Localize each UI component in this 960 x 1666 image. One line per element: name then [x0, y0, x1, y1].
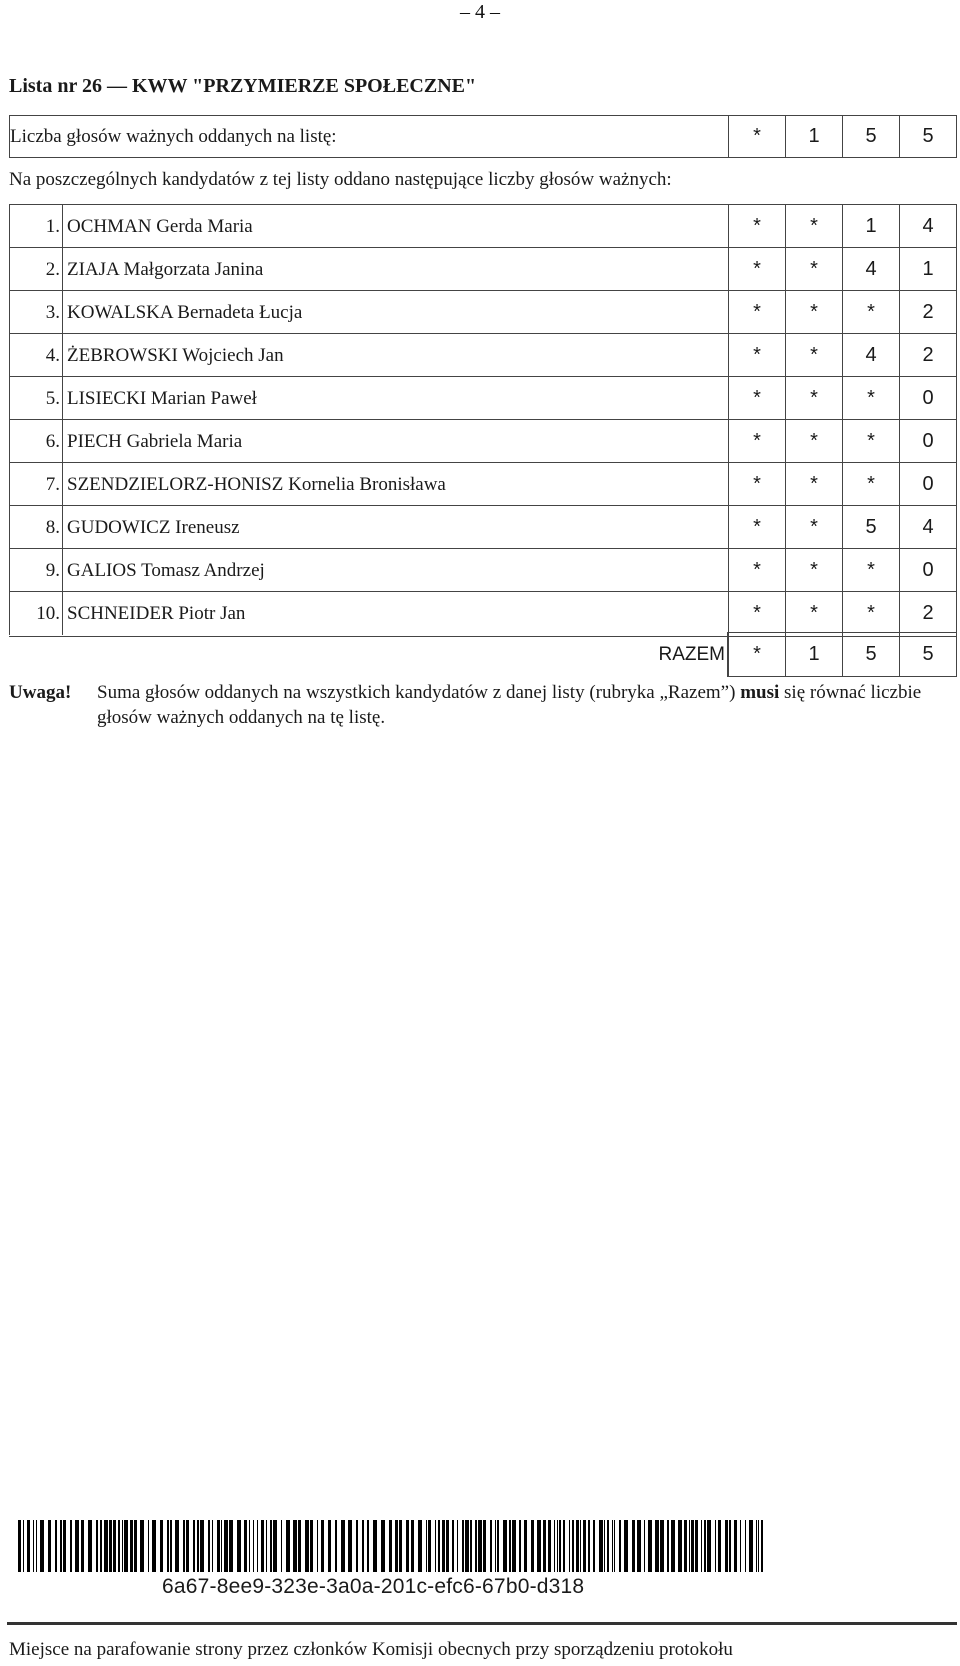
candidate-digits [728, 506, 957, 549]
digit-box: * [785, 463, 842, 506]
digit-box: 4 [899, 205, 956, 248]
digit-box: * [728, 205, 785, 248]
digit-box: * [785, 377, 842, 420]
digit-box: * [728, 420, 785, 463]
total-digits [727, 632, 957, 677]
digit-box: * [785, 205, 842, 248]
candidate-digits [728, 248, 957, 291]
digit-box: * [842, 463, 899, 506]
digit-box: 2 [899, 592, 956, 635]
barcode-text: 6a67-8ee9-323e-3a0a-201c-efc6-67b0-d318 [162, 1575, 585, 1598]
warning-label: Uwaga! [9, 682, 72, 703]
digit-box: 5 [842, 506, 899, 549]
digit-box: * [842, 420, 899, 463]
digit-box: * [728, 377, 785, 420]
candidate-name: SZENDZIELORZ-HONISZ Kornelia Bronisława [67, 474, 446, 495]
digit-box: 4 [842, 334, 899, 377]
digit-box: * [842, 592, 899, 635]
candidate-digits [728, 549, 957, 592]
candidate-row [9, 333, 957, 377]
candidate-number: 8. [10, 506, 63, 549]
digit-box: 1 [785, 633, 842, 676]
digit-box: * [728, 291, 785, 334]
digit-box: 0 [899, 377, 956, 420]
digit-box: 0 [899, 463, 956, 506]
digit-box: * [785, 291, 842, 334]
digit-box: * [728, 248, 785, 291]
total-label: RAZEM [658, 644, 725, 665]
candidate-name: SCHNEIDER Piotr Jan [67, 603, 246, 624]
candidate-name: PIECH Gabriela Maria [67, 431, 243, 452]
list-header: Lista nr 26 — KWW "PRZYMIERZE SPOŁECZNE" [9, 75, 477, 97]
digit-box: 5 [899, 116, 956, 157]
candidate-digits [728, 205, 957, 248]
digit-box: * [842, 291, 899, 334]
candidate-number: 5. [10, 377, 63, 420]
candidate-row [9, 376, 957, 420]
candidate-name: KOWALSKA Bernadeta Łucja [67, 302, 303, 323]
digit-box: 5 [842, 116, 899, 157]
candidate-row [9, 247, 957, 291]
valid-votes-label: Liczba głosów ważnych oddanych na listę: [10, 126, 337, 147]
digit-box: 0 [899, 549, 956, 592]
digit-box: 5 [899, 633, 956, 676]
candidate-row [9, 505, 957, 549]
warning-text-after: się równać liczbie głosów ważnych oddanych na tę listę. [97, 682, 922, 728]
digit-box: 4 [899, 506, 956, 549]
warning-text-bold: musi [740, 682, 780, 703]
digit-box: * [728, 549, 785, 592]
candidate-name: ŻEBROWSKI Wojciech Jan [67, 345, 284, 366]
footer-divider [7, 1622, 957, 1625]
candidate-name: LISIECKI Marian Paweł [67, 388, 257, 409]
candidate-digits [728, 463, 957, 506]
candidate-number: 9. [10, 549, 63, 592]
candidate-row [9, 462, 957, 506]
candidate-number: 10. [10, 592, 63, 635]
candidate-name: OCHMAN Gerda Maria [67, 216, 253, 237]
candidate-row [9, 419, 957, 463]
valid-votes-row [9, 115, 957, 158]
candidate-row [9, 204, 957, 248]
digit-box: * [785, 248, 842, 291]
digit-box: 1 [899, 248, 956, 291]
digit-box: * [728, 592, 785, 635]
digit-box: * [728, 633, 785, 676]
barcode [18, 1520, 764, 1572]
candidate-digits [728, 291, 957, 334]
intro-text: Na poszczególnych kandydatów z tej listy oddano następujące liczby głosów ważnych: [9, 169, 672, 190]
digit-box: * [728, 506, 785, 549]
digit-box: 2 [899, 291, 956, 334]
digit-box: * [842, 549, 899, 592]
digit-box: * [785, 334, 842, 377]
digit-box: * [785, 506, 842, 549]
candidate-number: 3. [10, 291, 63, 334]
digit-box: 0 [899, 420, 956, 463]
warning-text [97, 680, 957, 730]
warning-text-before: Suma głosów oddanych na wszystkich kandydatów z danej listy (rubryka „Razem”) [97, 682, 741, 703]
footer-text: Miejsce na parafowanie strony przez członków Komisji obecnych przy sporządzeniu protokołu [9, 1639, 733, 1660]
candidate-digits [728, 334, 957, 377]
valid-votes-digits [728, 116, 956, 157]
candidate-digits [728, 420, 957, 463]
total-row [9, 632, 957, 677]
digit-box: * [785, 592, 842, 635]
candidate-name: ZIAJA Małgorzata Janina [67, 259, 264, 280]
digit-box: 2 [899, 334, 956, 377]
candidate-number: 1. [10, 205, 63, 248]
candidate-row [9, 548, 957, 592]
candidate-row [9, 591, 957, 635]
candidate-digits [728, 377, 957, 420]
candidate-number: 7. [10, 463, 63, 506]
candidate-name: GALIOS Tomasz Andrzej [67, 560, 265, 581]
digit-box: 1 [785, 116, 842, 157]
digit-box: * [728, 334, 785, 377]
candidate-number: 6. [10, 420, 63, 463]
candidate-digits [728, 592, 957, 635]
digit-box: * [842, 377, 899, 420]
digit-box: 5 [842, 633, 899, 676]
candidate-number: 2. [10, 248, 63, 291]
digit-box: * [728, 463, 785, 506]
digit-box: 4 [842, 248, 899, 291]
candidate-name: GUDOWICZ Ireneusz [67, 517, 240, 538]
digit-box: * [785, 549, 842, 592]
digit-box: * [728, 116, 785, 157]
digit-box: * [785, 420, 842, 463]
candidate-row [9, 290, 957, 334]
digit-box: 1 [842, 205, 899, 248]
page-number: – 4 – [460, 1, 500, 23]
candidate-number: 4. [10, 334, 63, 377]
